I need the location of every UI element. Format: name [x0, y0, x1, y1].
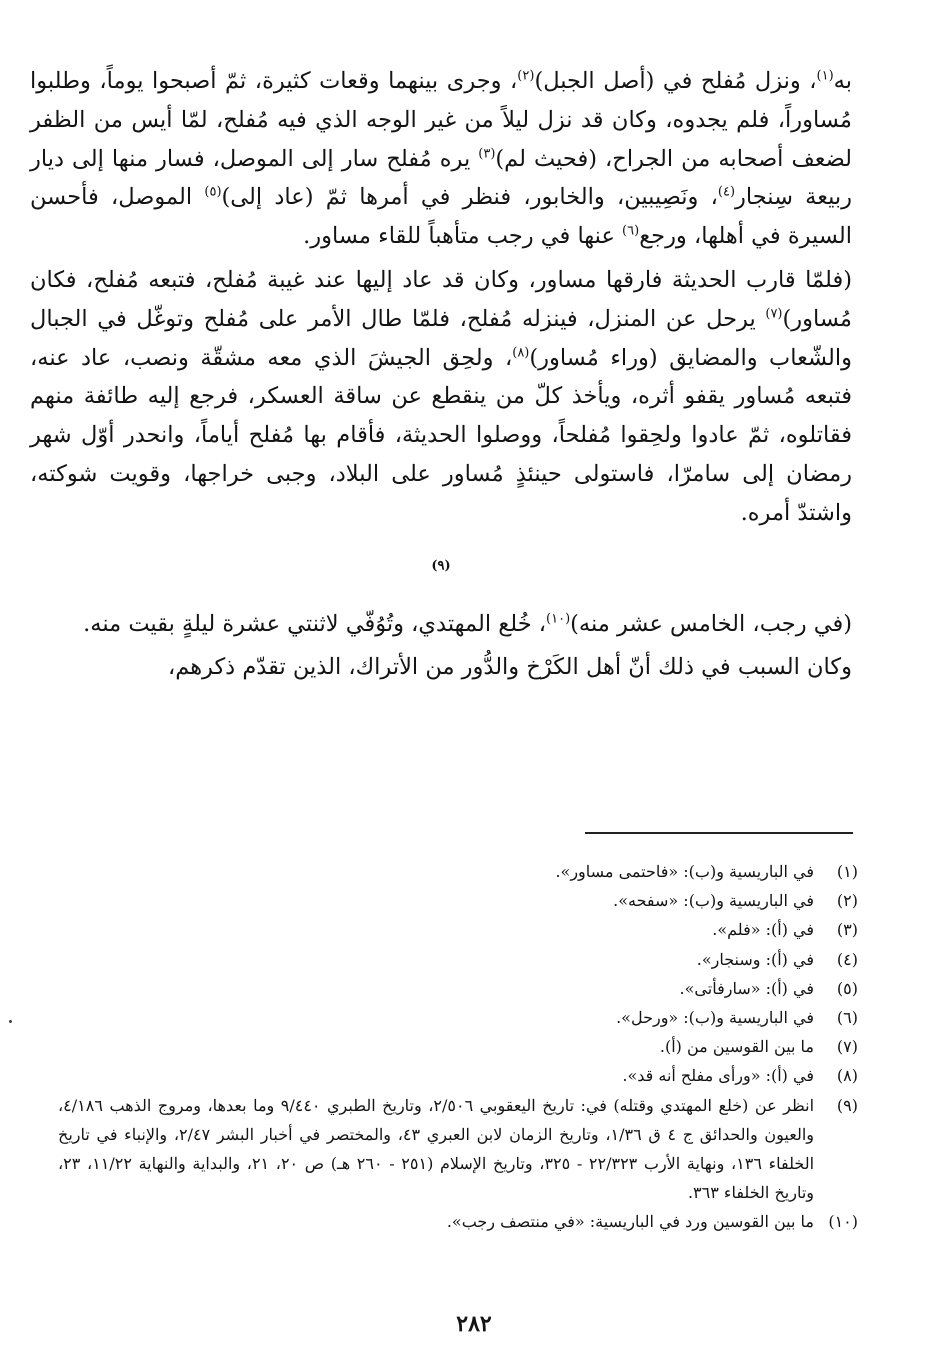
footnote-text: في الباريسية و(ب): «ورحل». [616, 1008, 814, 1028]
paragraph-3 [30, 605, 852, 644]
page-number: ٢٨٢ [456, 1311, 492, 1337]
text-run: ، ونَصِيبين، والخابور، فنظر في أمرها ثمّ (عاد إلى) [221, 184, 718, 211]
footnote-text: في (أ): «فلم». [712, 920, 814, 940]
footnote-number: (٨) [836, 1066, 858, 1086]
footnote-ref-4[interactable]: (٤) [717, 184, 736, 200]
footnote [58, 915, 858, 944]
paragraph-2 [30, 261, 852, 533]
page-body [30, 62, 852, 687]
footnote [58, 1032, 858, 1061]
footnote-number: (٩) [836, 1095, 858, 1115]
section-heading [30, 551, 852, 591]
footnote-ref-7[interactable]: (٧) [765, 306, 783, 322]
footnote-number: (٧) [836, 1037, 858, 1057]
footnote-ref-10[interactable]: (١٠) [546, 611, 571, 627]
paragraph-4: وكان السبب في ذلك أنّ أهل الكَرْخ والدُّور من الأتراك، الذين تقدّم ذكرهم، [167, 654, 852, 681]
text-run: (في رجب، الخامس عشر منه) [570, 610, 852, 637]
footnote-text: ما بين القوسين ورد في الباريسية: «في منتصف رجب». [446, 1212, 814, 1232]
footnote-ref-5[interactable]: (٥) [204, 184, 222, 200]
footnote-ref-6[interactable]: (٦) [622, 223, 640, 239]
footnotes [58, 857, 858, 1237]
footnote [58, 1003, 858, 1032]
footnote [58, 1061, 858, 1090]
footnote [58, 1091, 858, 1208]
footnote [58, 857, 858, 886]
footnote [58, 945, 858, 974]
footnote-ref-8[interactable]: (٨) [512, 345, 530, 361]
footnote-text: في الباريسية و(ب): «سفحه». [613, 891, 814, 911]
footnote-text: ما بين القوسين من (أ). [659, 1037, 814, 1057]
footnote-number: (٤) [836, 949, 858, 969]
footnote-ref-3[interactable]: (٣) [478, 146, 496, 162]
footnote-ref-2[interactable]: (٢) [517, 68, 535, 84]
text-run: ، خُلع المهتدي، وتُوُفّي لاثنتي عشرة ليلةٍ بقيت منه. [83, 610, 547, 637]
footnote-text: في الباريسية و(ب): «فاحتمى مساور». [555, 862, 814, 881]
text-run: به [833, 68, 852, 94]
footnote-text: في (أ): وسنجار». [696, 949, 814, 969]
scan-speck [9, 1020, 12, 1023]
text-run: ، ونزل مُفلح في (أصل الجبل) [534, 68, 817, 94]
text-run: عنها في رجب متأهباً للقاء مساور. [303, 223, 623, 250]
footnote-text: في (أ): «ورأى مفلح أنه قد». [622, 1066, 814, 1086]
text-run: الموصل، فأحسن السيرة في أهلها، ورجع [30, 184, 852, 250]
text-run: (فلمّا قارب الحديثة فارقها مساور، وكان قد عاد إليها عند غيبة مُفلح، فتبعه مُفلح، فكان مُساور) [30, 266, 852, 332]
footnote-ref-1[interactable]: (١) [816, 68, 834, 84]
footnote [58, 886, 858, 915]
footnote-number: (٣) [836, 920, 858, 940]
footnote [58, 974, 858, 1003]
footnote-number: (٢) [836, 891, 858, 911]
footnote-number: (١) [836, 862, 858, 881]
text-run: ، ولحِق الجيشَ الذي معه مشقّة ونصب، عاد عنه، فتبعه مُساور يقفو أثره، ويأخذ كلّ من ينقطع عن ساقة العسكر، فرجع إليه طائفة منهم فقاتلوه، ثمّ عادوا ولحِقوا مُفلحاً، ووصلوا الحديثة، فأقام بها مُفلح أياماً، وانحدر أوّل شهر رمضان إلى سامرّا، فاستولى حينئذٍ مُساور على البلاد، وجبى خراجها، وقويت شوكته، واشتدّ أمره. [30, 344, 852, 526]
text-run: يره مُفلح سار إلى الموصل، فسار منها إلى ديار ربيعة سِنجار [30, 145, 853, 211]
text-run: يرحل عن المنزل، فينزله مُفلح، فلمّا طال الأمر على مُفلح وتوغّل في الجبال والشّعاب والمضايق (وراء مُساور) [30, 305, 852, 371]
footnote-text: في (أ): «سارفأتى». [679, 978, 814, 998]
footnote-ref-9[interactable]: (٩) [431, 557, 451, 573]
footnote [58, 1207, 858, 1236]
footnote-text: انظر عن (خلع المهتدي وقتله) في: تاريخ اليعقوبي ٢/٥٠٦، وتاريخ الطبري ٩/٤٤٠ وما بعدها، ومروج الذهب ٤/١٨٦، والعيون والحدائق ج ٤ ق ١/٣٦، وتاريخ الزمان لابن العبري ٤٣، والمختصر في أخبار البشر ٢/٤٧، والإنباء في تاريخ الخلفاء ١٣٦، ونهاية الأرب ٢٢/٣٢٣ - ٣٢٥، وتاريخ الإسلام (٢٥١ - ٢٦٠ هـ) ص ٢٠، ٢١، والبداية والنهاية ١١/٢٢، ٢٣، وتاريخ الخلفاء ٣٦٣. [58, 1095, 815, 1203]
footnote-divider [585, 832, 853, 834]
footnote-number: (١٠) [828, 1212, 858, 1232]
footnote-number: (٥) [836, 978, 858, 998]
paragraph-1 [30, 62, 852, 256]
footnote-number: (٦) [836, 1008, 858, 1028]
text-run: ، وجرى بينهما وقعات كثيرة، ثمّ أصبحوا يوماً، وطلبوا مُساوراً، فلم يجدوه، وكان قد نزل ليلاً من غير الوجه الذي فيه مُفلح، لمّا أيس من الظفر لضعف أصحابه من الجراح، (فحيث لم) [30, 68, 852, 172]
